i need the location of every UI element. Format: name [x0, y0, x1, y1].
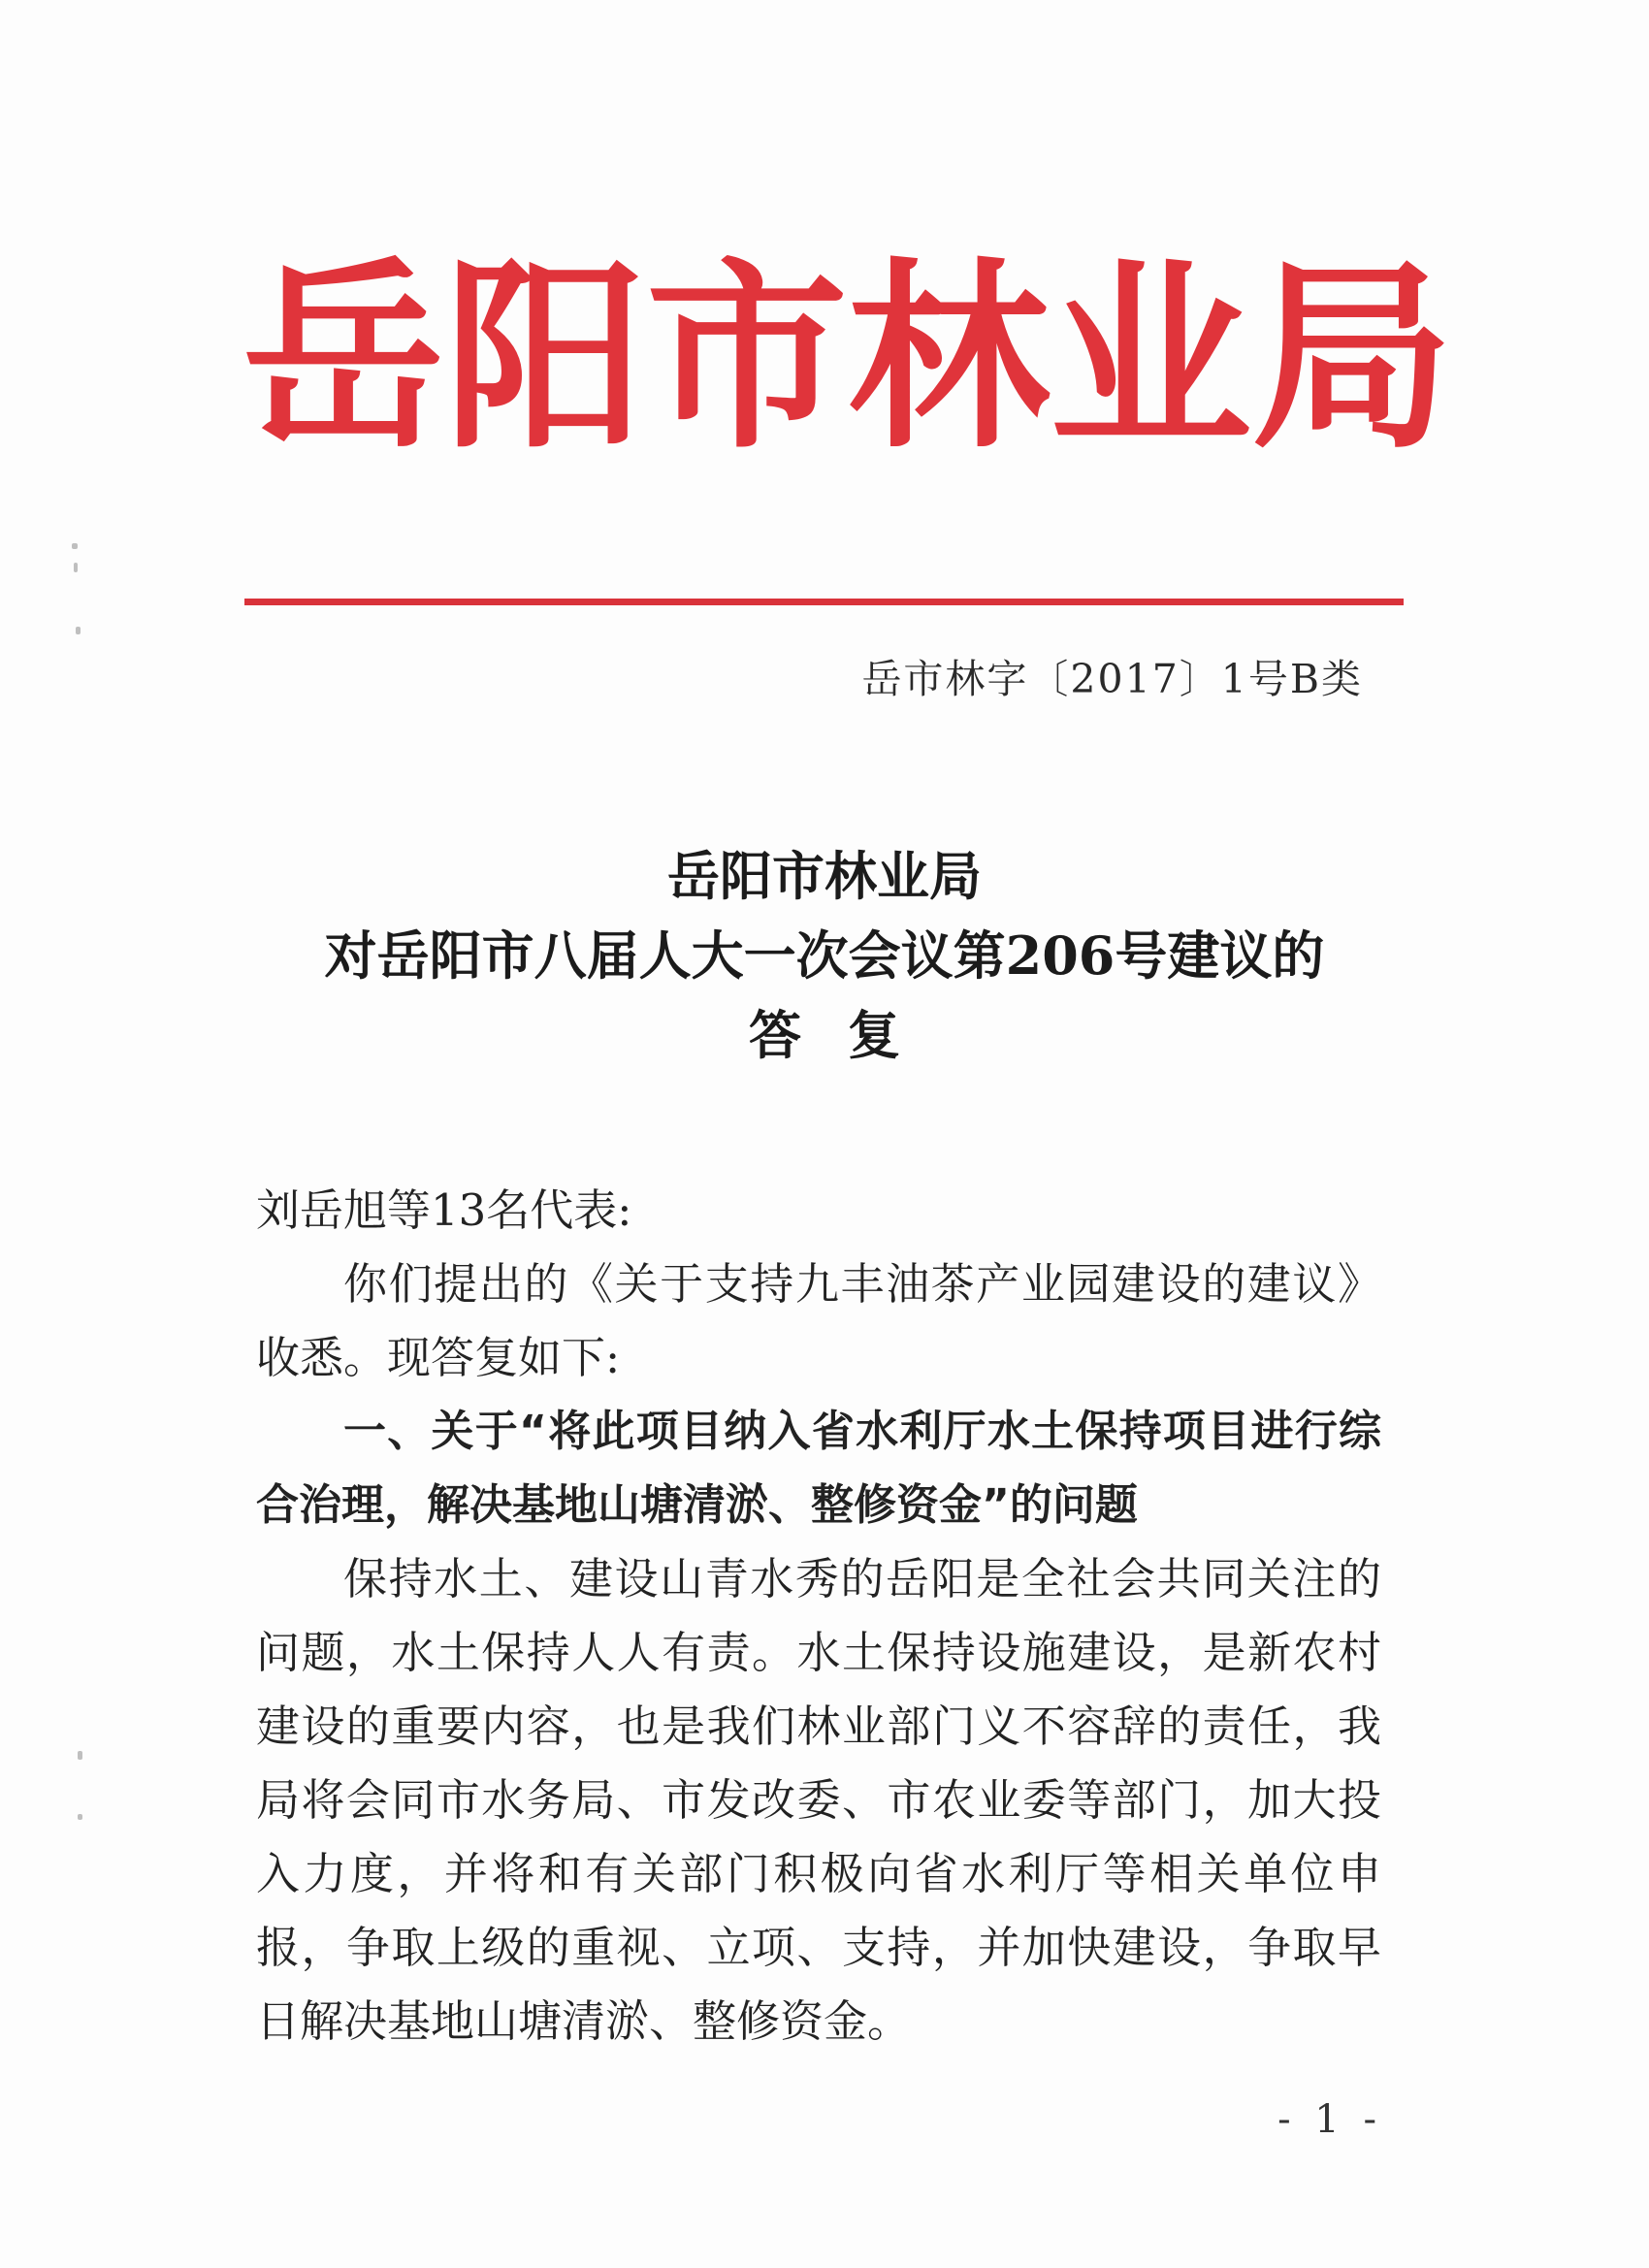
- scan-mark: [78, 1814, 82, 1820]
- scan-mark: [76, 627, 81, 634]
- masthead-char: 林: [848, 242, 1050, 476]
- masthead-char: 局: [1251, 242, 1453, 476]
- section-1-paragraph: 保持水土、建设山青水秀的岳阳是全社会共同关注的问题，水土保持人人有责。水土保持设施建设，是新农村建设的重要内容，也是我们林业部门义不容辞的责任，我局将会同市水务局、市发改委、市农业委等部门，加大投入力度，并将和有关部门积极向省水利厅等相关单位申报，争取上级的重视、立项、支持，并加快建设，争取早日解决基地山塘清淤、整修资金。: [256, 1553, 1381, 2047]
- masthead-title: [242, 242, 1453, 476]
- title-line-3: 答复: [749, 1004, 947, 1066]
- masthead-char: 阳: [444, 242, 646, 476]
- intro-paragraph: 你们提出的《关于支持九丰油茶产业园建设的建议》收悉。现答复如下:: [256, 1258, 1381, 1383]
- page-number: - 1 -: [1277, 2097, 1382, 2142]
- section-1-heading: 一、关于“将此项目纳入省水利厅水土保持项目进行综合治理，解决基地山塘清淤、整修资金”的问题: [256, 1407, 1381, 1530]
- scan-mark: [72, 543, 78, 549]
- title-line-1: 岳阳市林业局: [667, 845, 982, 907]
- masthead-char: 岳: [242, 242, 444, 476]
- document-body: [256, 1174, 1381, 2058]
- title-line-2: 对岳阳市八届人大一次会议第206号建议的: [324, 924, 1325, 987]
- scan-mark: [78, 1751, 82, 1760]
- masthead-char: 市: [646, 242, 848, 476]
- scan-mark: [74, 563, 78, 572]
- red-divider-line: [244, 599, 1404, 605]
- document-number: 岳市林字〔2017〕1号B类: [861, 656, 1363, 702]
- salutation: 刘岳旭等13名代表:: [256, 1184, 632, 1236]
- masthead-char: 业: [1050, 242, 1251, 476]
- document-title: [242, 836, 1406, 1075]
